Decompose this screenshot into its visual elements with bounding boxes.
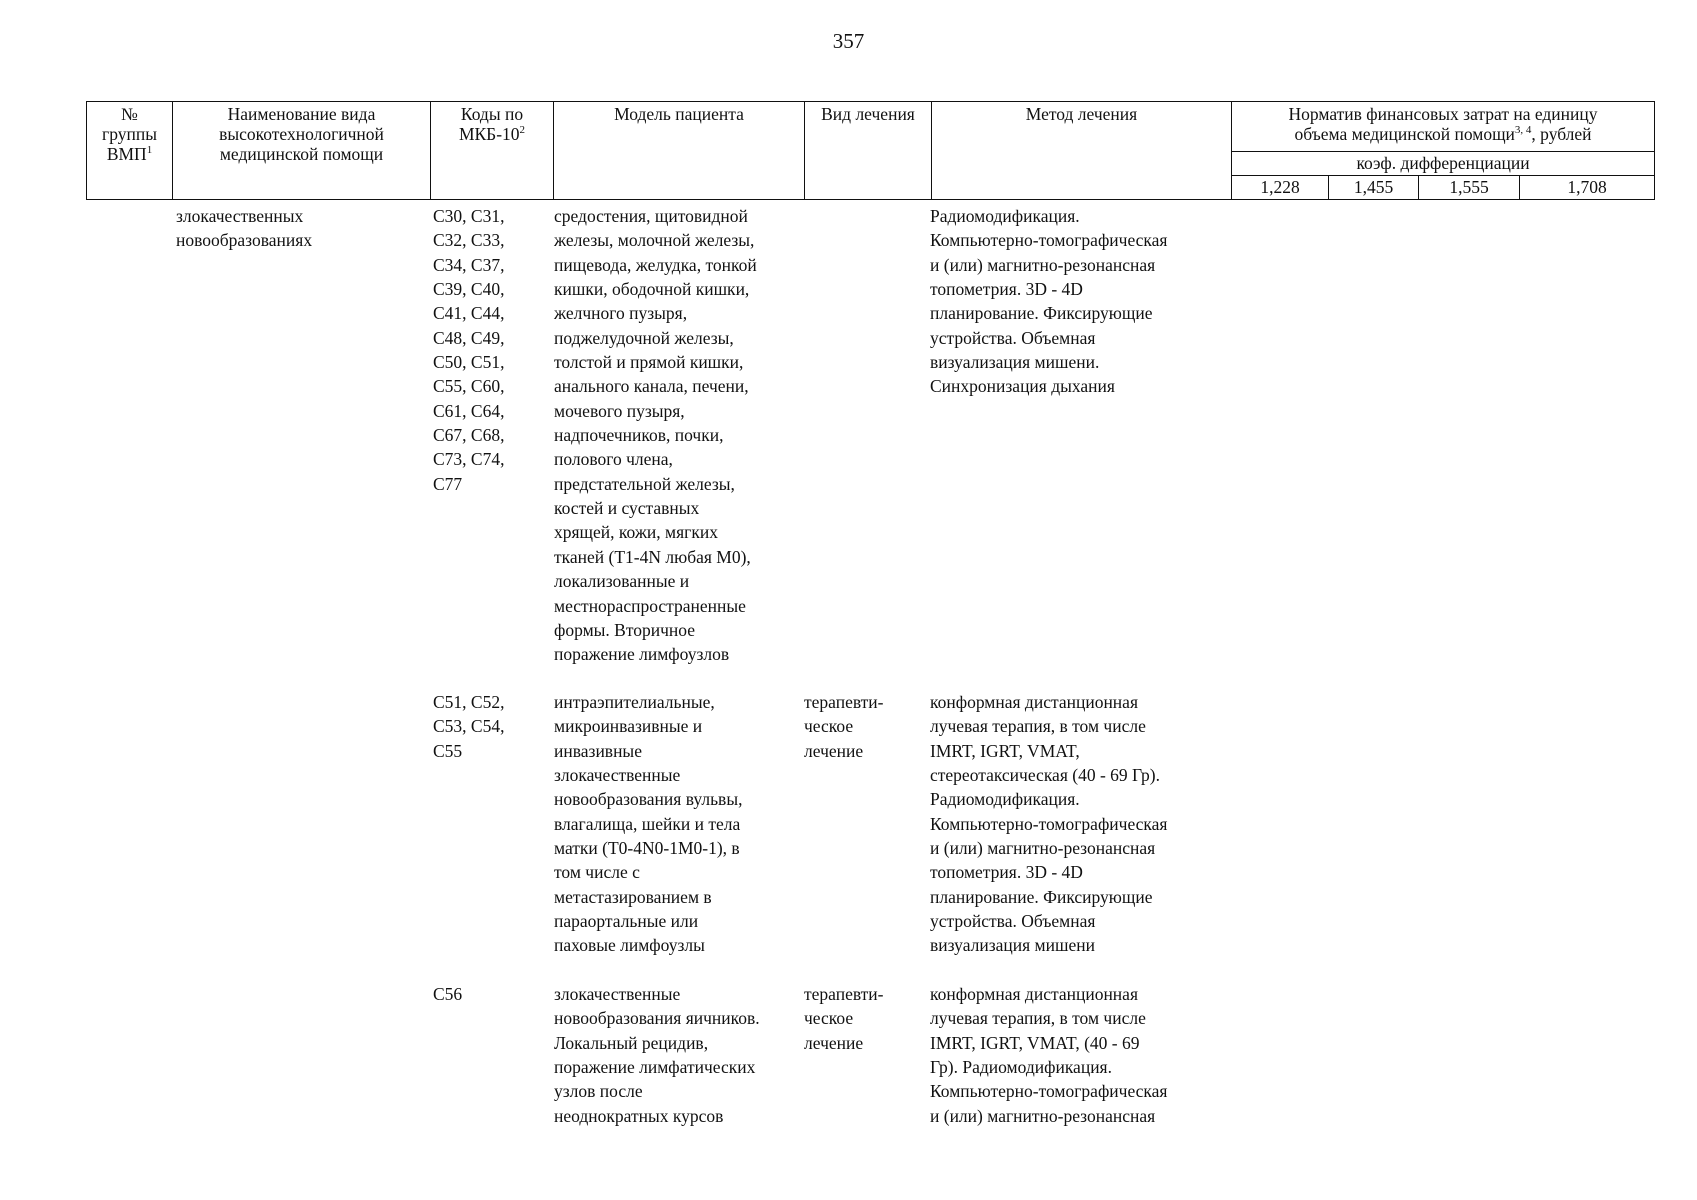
row-2-treatment-method: конформная дистанционная лучевая терапия, в том числе IMRT, IGRT, VMAT, стереотаксическая (40 - 69 Гр). Радиомодификация. Компьютерно-томографическая и (или) магнитно-резонансная топометрия. 3D - 4D планирование. Фиксирующие устройства. Объемная визуализация мишени bbox=[930, 692, 1168, 956]
row-3-treatment-type: терапевти- ческое лечение bbox=[804, 984, 884, 1053]
row-3-treatment-method: конформная дистанционная лучевая терапия, в том числе IMRT, IGRT, VMAT, (40 - 69 Гр). Радиомодификация. Компьютерно-томографическая и (или) магнитно-резонансная bbox=[930, 984, 1168, 1126]
header-cost-standard-suffix: , рублей bbox=[1531, 124, 1592, 144]
header-patient-model: Модель пациента bbox=[554, 102, 805, 200]
header-coef-label: коэф. дифференциации bbox=[1232, 152, 1655, 176]
header-group-no-text: № группы ВМП bbox=[102, 104, 157, 164]
row-2-icd-codes: C51, C52, C53, C54, C55 bbox=[433, 692, 505, 761]
row-3-patient-model: злокачественные новообразования яичников. Локальный рецидив, поражение лимфатических узлов после неоднократных курсов bbox=[554, 984, 760, 1126]
row-2-patient-model: интраэпителиальные, микроинвазивные и инвазивные злокачественные новообразования вульвы, влагалища, шейки и тела матки (T0-4N0-1M0-1), в том числе с метастазированием в параортальные или паховые лимфоузлы bbox=[554, 692, 743, 956]
table-header bbox=[86, 101, 1655, 200]
row-3-icd-codes: C56 bbox=[433, 984, 463, 1004]
header-group-no bbox=[87, 102, 173, 200]
row-2-treatment-type: терапевти- ческое лечение bbox=[804, 692, 884, 761]
row-1-icd-codes: C30, C31, C32, C33, C34, C37, C39, C40, C41, C44, C48, C49, C50, C51, C55, C60, C61, C64, C67, C68, C73, C74, C77 bbox=[433, 206, 505, 494]
row-1-treatment-method: Радиомодификация. Компьютерно-томографическая и (или) магнитно-резонансная топометрия. 3D - 4D планирование. Фиксирующие устройства. Объемная визуализация мишени. Синхронизация дыхания bbox=[930, 206, 1168, 397]
header-icd-codes bbox=[431, 102, 554, 200]
page-number: 357 bbox=[832, 29, 865, 53]
header-vmp-name: Наименование вида высокотехнологичной медицинской помощи bbox=[173, 102, 431, 200]
header-icd-codes-text: Коды по МКБ-10 bbox=[458, 104, 524, 144]
header-cost-standard-footnote: 3, 4 bbox=[1514, 124, 1532, 137]
header-cost-standard-text: Норматив финансовых затрат на единицу объема медицинской помощи bbox=[1288, 104, 1598, 144]
row-1-vmp-name: злокачественных новообразованиях bbox=[176, 206, 313, 251]
header-treatment-type: Вид лечения bbox=[805, 102, 932, 200]
row-1-patient-model: средостения, щитовидной железы, молочной железы, пищевода, желудка, тонкой кишки, ободочной кишки, желчного пузыря, поджелудочной железы, толстой и прямой кишки, анального канала, печени, мочевого пузыря, надпочечников, почки, полового члена, предстательной железы, костей и суставных хрящей, кожи, мягких тканей (T1-4N любая M0), локализованные и местнораспространенные формы. Вторичное поражение лимфоузлов bbox=[554, 206, 757, 665]
coef-value: 1,455 bbox=[1329, 176, 1419, 200]
header-icd-codes-footnote: 2 bbox=[519, 124, 526, 137]
coef-value: 1,555 bbox=[1419, 176, 1520, 200]
header-treatment-method: Метод лечения bbox=[932, 102, 1232, 200]
header-cost-standard bbox=[1232, 102, 1655, 152]
coef-value: 1,708 bbox=[1520, 176, 1655, 200]
header-group-no-footnote: 1 bbox=[146, 144, 153, 157]
coef-value: 1,228 bbox=[1232, 176, 1329, 200]
